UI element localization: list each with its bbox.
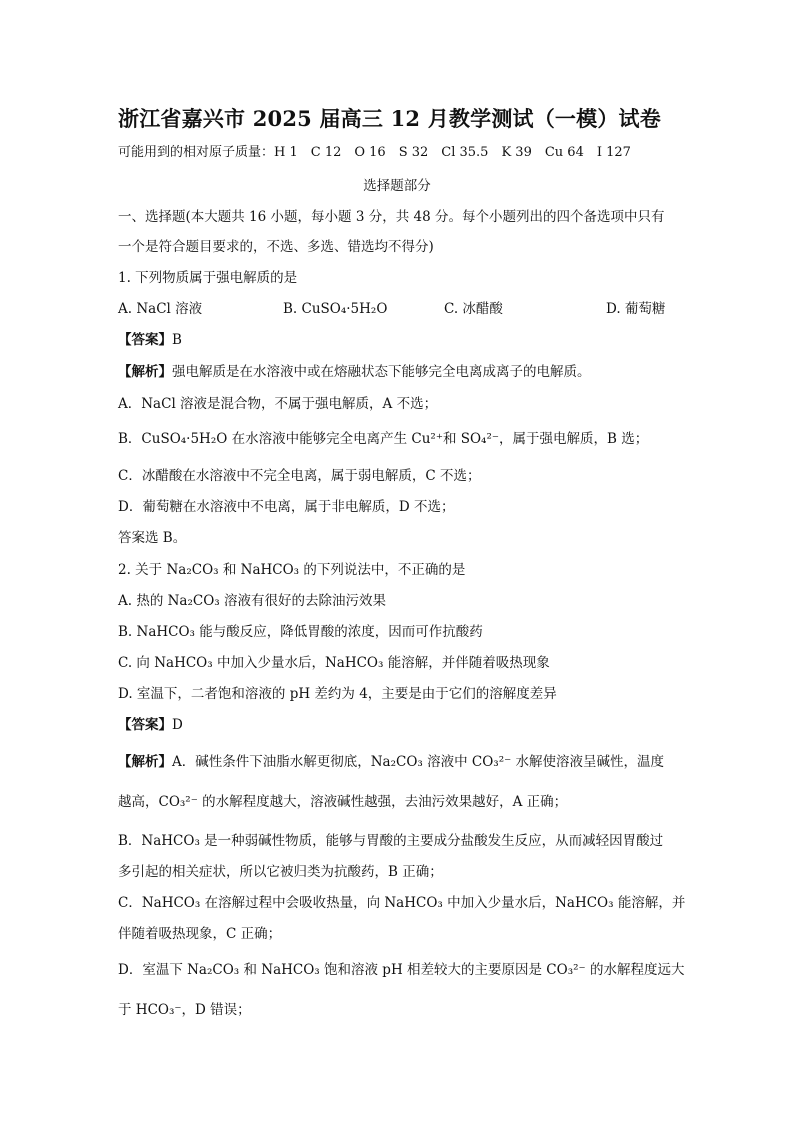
- q1-option-b: B. CuSO₄·5H₂O: [283, 301, 388, 317]
- q2-answer: [118, 715, 183, 735]
- q1-analysis-text: 强电解质是在水溶液中或在熔融状态下能够完全电离成离子的电解质。: [172, 364, 591, 380]
- q2-option-d: D. 室温下，二者饱和溶液的 pH 差约为 4，主要是由于它们的溶解度差异: [118, 686, 557, 702]
- q1-analysis-c: C．冰醋酸在水溶液中不完全电离，属于弱电解质，C 不选；: [118, 468, 481, 484]
- q1-answer-label: 【答案】: [118, 332, 172, 348]
- q1-option-d: D. 葡萄糖: [606, 301, 666, 317]
- q2-analysis-c-line1: C．NaHCO₃ 在溶解过程中会吸收热量，向 NaHCO₃ 中加入少量水后，NaHCO₃ 能溶解，并: [118, 895, 686, 911]
- q2-answer-label: 【答案】: [118, 717, 172, 733]
- q1-answer: [118, 330, 182, 350]
- q2-analysis-b-line2: 多引起的相关症状，所以它被归类为抗酸药，B 正确；: [118, 864, 443, 880]
- atomic-masses-line: 可能用到的相对原子质量：H 1 C 12 O 16 S 32 Cl 35.5 K 39 Cu 64 I 127: [118, 145, 631, 160]
- q1-answer-value: B: [172, 332, 182, 348]
- q2-answer-value: D: [172, 717, 183, 733]
- q2-analysis-d-line2: 于 HCO₃⁻，D 错误；: [118, 1002, 251, 1018]
- q1-analysis-label: 【解析】: [118, 364, 172, 380]
- q1-conclusion: 答案选 B。: [118, 530, 187, 546]
- q2-option-a: A. 热的 Na₂CO₃ 溶液有很好的去除油污效果: [118, 593, 386, 609]
- q1-analysis-b: B．CuSO₄·5H₂O 在水溶液中能够完全电离产生 Cu²⁺和 SO₄²⁻，属于强电解质，B 选；: [118, 431, 649, 447]
- q2-analysis-c-line2: 伴随着吸热现象，C 正确；: [118, 926, 282, 942]
- q1-analysis-a: A．NaCl 溶液是混合物，不属于强电解质，A 不选；: [118, 396, 438, 412]
- part-one-instructions-line2: 一个是符合题目要求的，不选、多选、错选均不得分): [118, 239, 434, 255]
- q1-option-a: A. NaCl 溶液: [118, 301, 203, 317]
- q2-analysis-d-line1: D．室温下 Na₂CO₃ 和 NaHCO₃ 饱和溶液 pH 相差较大的主要原因是 CO₃²⁻ 的水解程度远大: [118, 962, 685, 978]
- q1-analysis-d: D．葡萄糖在水溶液中不电离，属于非电解质，D 不选；: [118, 499, 455, 515]
- q2-analysis-a-line1: [118, 752, 664, 772]
- q1-stem: 1. 下列物质属于强电解质的是: [118, 270, 298, 286]
- q2-stem: 2. 关于 Na₂CO₃ 和 NaHCO₃ 的下列说法中，不正确的是: [118, 562, 466, 578]
- page-title: 浙江省嘉兴市 2025 届高三 12 月教学测试（一模）试卷: [118, 106, 661, 131]
- q2-option-b: B. NaHCO₃ 能与酸反应，降低胃酸的浓度，因而可作抗酸药: [118, 624, 483, 640]
- q1-analysis-intro: [118, 362, 591, 382]
- q2-option-c: C. 向 NaHCO₃ 中加入少量水后，NaHCO₃ 能溶解，并伴随着吸热现象: [118, 655, 550, 671]
- section-heading: 选择题部分: [363, 178, 431, 194]
- q2-analysis-b-line1: B．NaHCO₃ 是一种弱碱性物质，能够与胃酸的主要成分盐酸发生反应，从而减轻因胃酸过: [118, 833, 664, 849]
- q1-option-c: C. 冰醋酸: [444, 301, 503, 317]
- q2-analysis-label: 【解析】: [118, 754, 172, 770]
- q2-analysis-a-line2: 越高，CO₃²⁻ 的水解程度越大，溶液碱性越强，去油污效果越好，A 正确；: [118, 794, 568, 810]
- q2-analysis-a-text: A．碱性条件下油脂水解更彻底，Na₂CO₃ 溶液中 CO₃²⁻ 水解使溶液呈碱性，温度: [172, 754, 665, 770]
- part-one-instructions-line1: 一、选择题(本大题共 16 小题，每小题 3 分，共 48 分。每个小题列出的四个备选项中只有: [118, 209, 665, 225]
